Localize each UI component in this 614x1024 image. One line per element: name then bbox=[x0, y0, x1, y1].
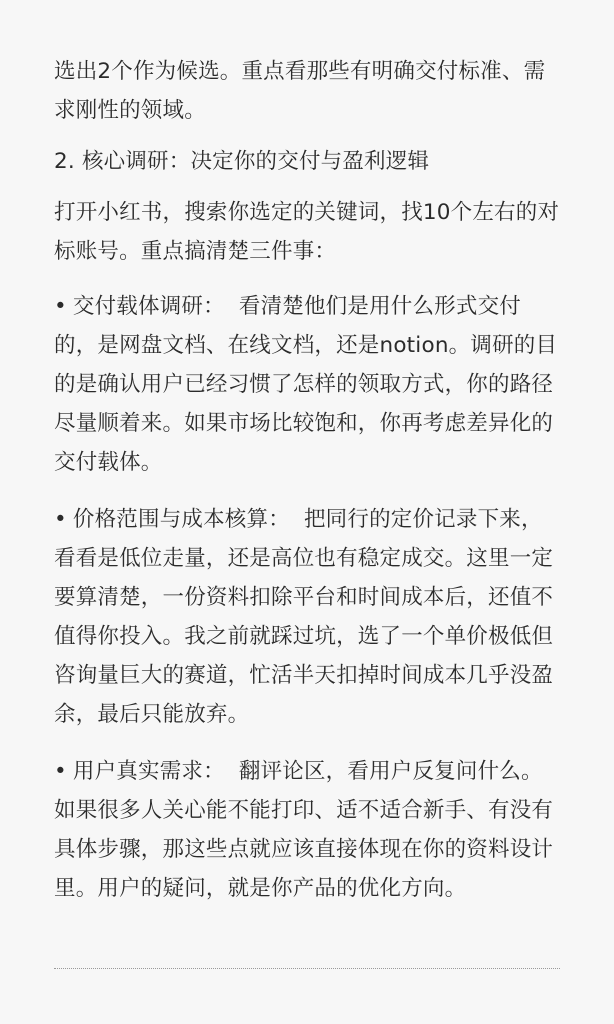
bullet-marker: • bbox=[54, 759, 67, 784]
bullet-heading: 交付载体调研： bbox=[72, 294, 225, 319]
intro-paragraph: 选出2个作为候选。重点看那些有明确交付标准、需求刚性的领域。 bbox=[54, 59, 546, 123]
section-intro-paragraph: 打开小红书，搜索你选定的关键词，找10个左右的对标账号。重点搞清楚三件事： bbox=[54, 200, 560, 264]
bullet-marker: • bbox=[54, 507, 67, 532]
bullet-body: 翻评论区，看用户反复问什么。如果很多人关心能不能打印、适不适合新手、有没有具体步骤，那这些点就应该直接体现在你的资料设计里。用户的疑问，就是你产品的优化方向。 bbox=[54, 759, 554, 901]
section-heading: 2. 核心调研：决定你的交付与盈利逻辑 bbox=[54, 149, 430, 174]
bullet-body: 看清楚他们是用什么形式交付的，是网盘文档、在线文档，还是notion。调研的目的是确认用户已经习惯了怎样的领取方式，你的路径尽量顺着来。如果市场比较饱和，你再考虑差异化的交付载体。 bbox=[54, 294, 558, 475]
article-body bbox=[54, 52, 562, 908]
bullet-marker: • bbox=[54, 294, 67, 319]
bullet-item-pricing bbox=[54, 500, 562, 734]
dotted-divider bbox=[54, 968, 560, 969]
bullet-body: 把同行的定价记录下来，看看是低位走量，还是高位也有稳定成交。这里一定要算清楚，一份资料扣除平台和时间成本后，还值不值得你投入。我之前就踩过坑，选了一个单价极低但咨询量巨大的赛道，忙活半天扣掉时间成本几乎没盈余，最后只能放弃。 bbox=[54, 507, 554, 727]
bullet-item-user-needs bbox=[54, 752, 562, 908]
bullet-heading: 用户真实需求： bbox=[72, 759, 225, 784]
bullet-item-delivery bbox=[54, 287, 562, 482]
bullet-heading: 价格范围与成本核算： bbox=[72, 507, 290, 532]
